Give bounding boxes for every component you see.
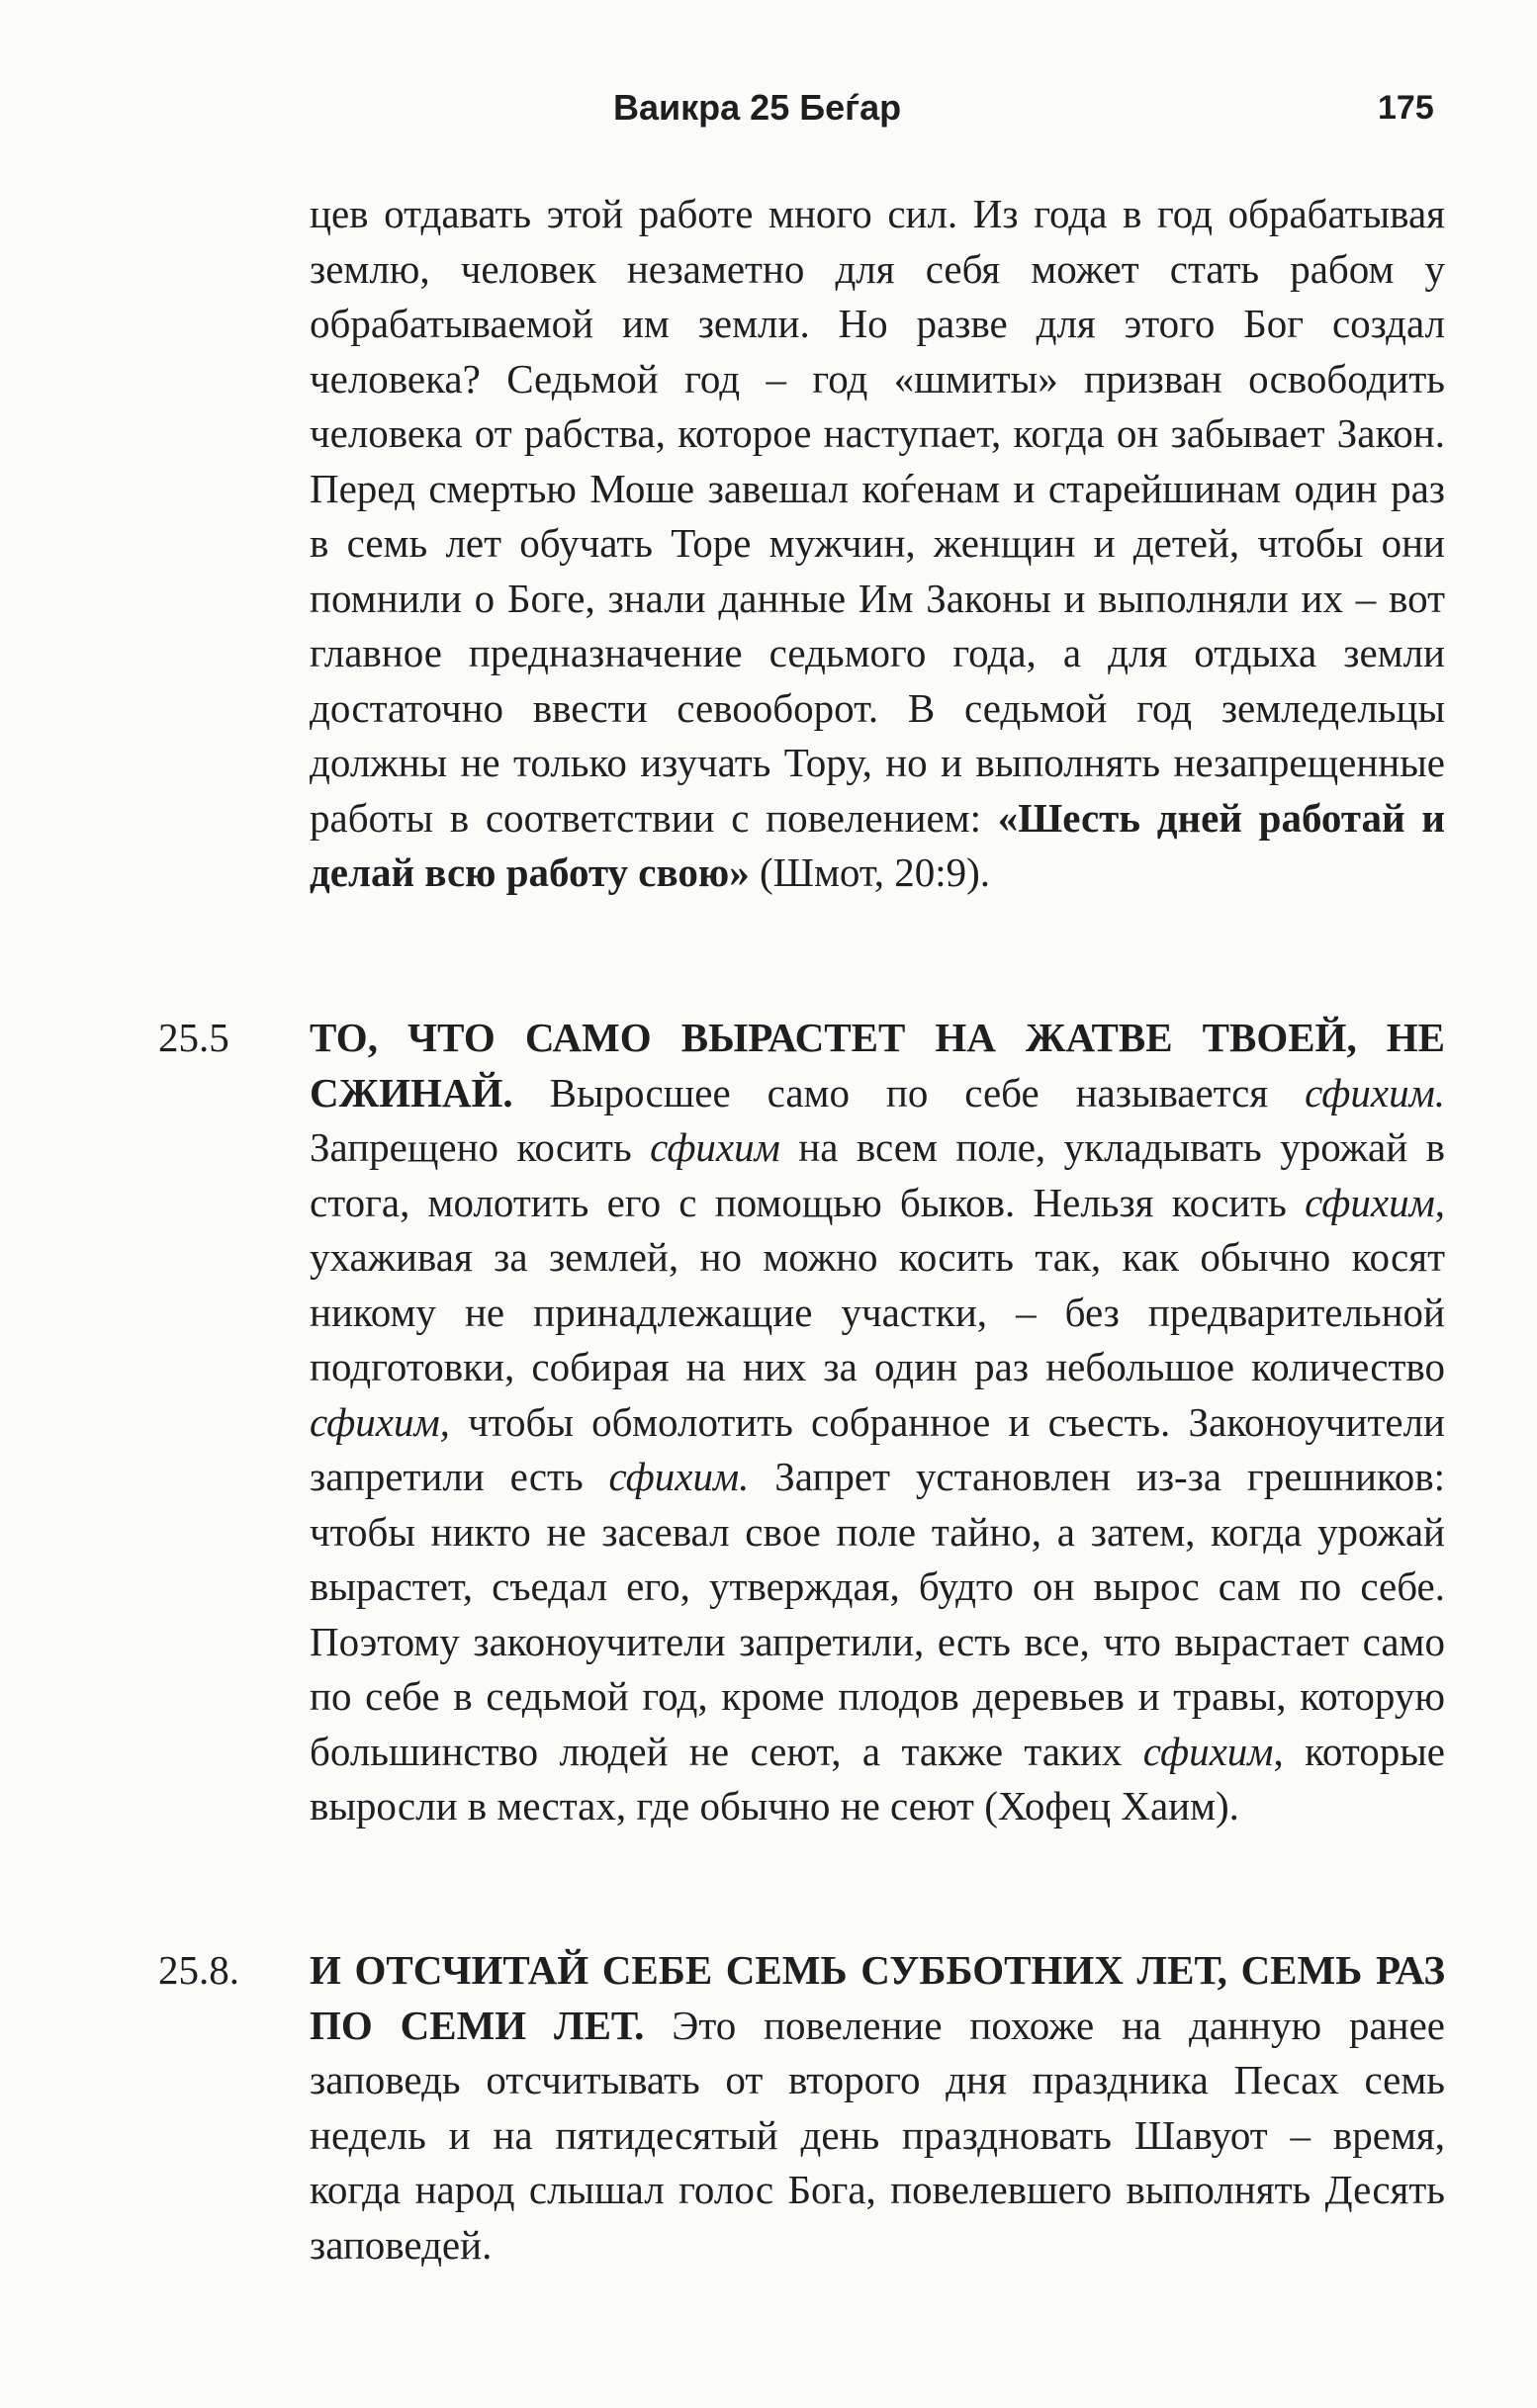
commentary-text: Запрет установлен из-за грешников: чтобы никто не засевал свое поле тайно, а затем, когда урожай вырастет, съедал его, утверждая, будто он вырос сам по себе. Поэтому законоучители запретили, есть все, что вырастает само по себе в седьмой год, кроме плодов деревьев и травы, которую большинство людей не сеют, а также таких <box>310 1454 1445 1774</box>
verse-heading-25-5: ТО, ЧТО САМО ВЫРАСТЕТ НА ЖАТВЕ ТВОЕЙ, НЕ СЖИНАЙ. <box>310 1015 1445 1115</box>
term-sfihim: сфихим <box>1142 1728 1274 1774</box>
term-sfihim: сфихим <box>650 1124 780 1170</box>
torah-quote: «Шесть дней работай и делай всю работу свою» <box>310 794 1445 895</box>
running-header-title: Ваикра 25 Беѓар <box>613 87 902 128</box>
term-sfihim: сфихим. <box>1305 1069 1445 1115</box>
verse-heading-25-8: И ОТСЧИТАЙ СЕБЕ СЕМЬ СУББОТНИХ ЛЕТ, СЕМЬ РАЗ ПО СЕМИ ЛЕТ. <box>310 1947 1445 2048</box>
verse-number-25-8: 25.8. <box>158 1947 239 1993</box>
term-sfihim: сфихим, <box>310 1398 450 1445</box>
term-sfihim: сфихим. <box>608 1454 750 1499</box>
commentary-text: , которые выросли в местах, где обычно не сеют (Хофец Хаим). <box>310 1728 1445 1828</box>
continuation-text: цев отдавать этой работе много сил. Из года в год обрабатывая землю, человек незаметно для себя может стать рабом у обрабатываемой им земли. Но разве для этого Бог создал человека? Седьмой год – год «шмиты» призван освободить человека от рабства, которое наступает, когда он забывает Закон. Перед смертью Моше завешал коѓенам и старейшинам один раз в семь лет обучать Торе мужчин, женщин и детей, чтобы они помнили о Боге, знали данные Им Законы и выполняли их – вот главное предназначение седьмого года, а для отдыха земли достаточно ввести севооборот. В седьмой год земледельцы должны не только изучать Тору, но и выполнять незапрещенные работы в соответствии с повелением: <box>310 191 1445 841</box>
commentary-text: Выросшее само по себе называется <box>512 1069 1306 1115</box>
commentary-paragraph-25-5 <box>310 1011 1445 1834</box>
page-number: 175 <box>1378 89 1434 127</box>
commentary-text: чтобы обмолотить собранное и съесть. Законоучители запретили есть <box>310 1398 1445 1499</box>
term-sfihim: сфихим <box>1305 1179 1435 1225</box>
continuation-paragraph <box>310 187 1445 901</box>
quote-reference: (Шмот, 20:9). <box>749 849 991 895</box>
commentary-text: , ухаживая за землей, но можно косить так, как обычно косят никому не принадлежащие участки, – без предварительной подготовки, собирая на них за один раз небольшое количество <box>310 1179 1445 1389</box>
commentary-paragraph-25-8 <box>310 1943 1445 2273</box>
commentary-text: Это повеление похоже на данную ранее заповедь отсчитывать от второго дня праздника Песах семь недель и на пятидесятый день праздновать Шавуот – время, когда народ слышал голос Бога, повелевшего выполнять Десять заповедей. <box>310 2002 1446 2268</box>
commentary-text: Запрещено косить <box>310 1124 651 1170</box>
verse-number-25-5: 25.5 <box>158 1015 229 1060</box>
commentary-text: на всем поле, укладывать урожай в стога, молотить его с помощью быков. Нельзя косить <box>310 1124 1445 1225</box>
